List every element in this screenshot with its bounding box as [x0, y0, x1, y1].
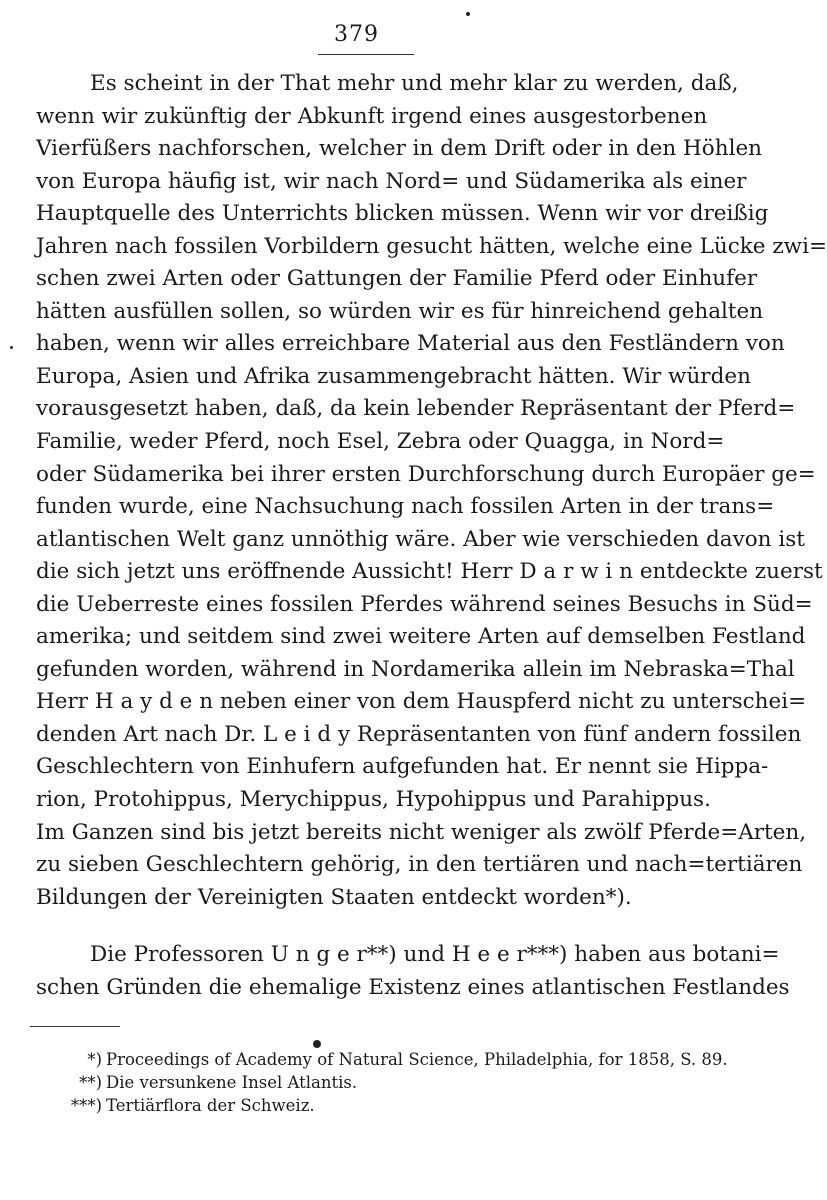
footnote-1 — [40, 1048, 728, 1071]
text-line: denden Art nach Dr. L e i d y Repräsentanten von fünf andern fossilen — [36, 721, 802, 747]
text-line: Bildungen der Vereinigten Staaten entdeckt worden*). — [36, 884, 632, 910]
page-number-rule — [318, 54, 414, 55]
text-line: Europa, Asien und Afrika zusammengebracht hätten. Wir würden — [36, 363, 751, 389]
text-line: die sich jetzt uns eröffnende Aussicht! Herr D a r w i n entdeckte zuerst — [36, 559, 823, 585]
text-line: Familie, weder Pferd, noch Esel, Zebra oder Quagga, in Nord= — [36, 429, 725, 455]
text-line: Die Professoren U n g e r**) und H e e r***) haben aus botani= — [90, 942, 780, 967]
text-line: amerika; und seitdem sind zwei weitere Arten auf demselben Festland — [36, 624, 806, 650]
text-line: schen zwei Arten oder Gattungen der Familie Pferd oder Einhufer — [36, 266, 758, 292]
text-line: Vierfüßers nachforschen, welcher in dem Drift oder in den Höhlen — [36, 136, 763, 162]
page-number: 379 — [334, 22, 379, 47]
text-line: hätten ausfüllen sollen, so würden wir es für hinreichend gehalten — [36, 298, 764, 324]
footnote-marker: ***) — [70, 1096, 102, 1115]
text-line: Geschlechtern von Einhufern aufgefunden hat. Er nennt sie Hippa- — [36, 754, 769, 780]
text-line: von Europa häufig ist, wir nach Nord= und Südamerika als einer — [36, 168, 747, 194]
ink-speck — [313, 1040, 321, 1048]
footnote-3 — [40, 1094, 676, 1117]
text-line: Hauptquelle des Unterrichts blicken müssen. Wenn wir vor dreißig — [36, 201, 769, 227]
text-line: Jahren nach fossilen Vorbildern gesucht hätten, welche eine Lücke zwi= — [36, 233, 827, 259]
ink-speck — [10, 346, 13, 349]
paragraph-1 — [36, 68, 827, 914]
text-line: atlantischen Welt ganz unnöthig wäre. Aber wie verschieden davon ist — [36, 526, 805, 552]
text-line: oder Südamerika bei ihrer ersten Durchforschung durch Europäer ge= — [36, 461, 816, 487]
footnote-text: Die versunkene Insel Atlantis. — [106, 1073, 358, 1092]
text-line: vorausgesetzt haben, daß, da kein lebender Repräsentant der Pferd= — [36, 396, 796, 422]
text-line: schen Gründen die ehemalige Existenz eines atlantischen Festlandes — [36, 974, 790, 1000]
text-line: Es scheint in der That mehr und mehr klar zu werden, daß, — [90, 71, 739, 96]
footnotes — [40, 1048, 728, 1117]
paragraph-2 — [36, 939, 790, 1004]
footnote-marker: *) — [87, 1050, 102, 1069]
text-line: haben, wenn wir alles erreichbare Material aus den Festländern von — [36, 331, 785, 357]
text-line: wenn wir zukünftig der Abkunft irgend eines ausgestorbenen — [36, 103, 708, 129]
text-line: rion, Protohippus, Merychippus, Hypohippus und Parahippus. — [36, 787, 711, 813]
text-line: die Ueberreste eines fossilen Pferdes während seines Besuchs in Süd= — [36, 591, 813, 617]
footnote-text: Proceedings of Academy of Natural Science, Philadelphia, for 1858, S. 89. — [106, 1050, 728, 1069]
footnote-2 — [40, 1071, 676, 1094]
footnote-text: Tertiärflora der Schweiz. — [106, 1096, 315, 1115]
text-line: Im Ganzen sind bis jetzt bereits nicht weniger als zwölf Pferde=Arten, — [36, 819, 807, 845]
text-line: zu sieben Geschlechtern gehörig, in den tertiären und nach=tertiären — [36, 852, 803, 878]
text-line: funden wurde, eine Nachsuchung nach fossilen Arten in der trans= — [36, 494, 775, 520]
footnote-marker: **) — [79, 1073, 102, 1092]
text-line: Herr H a y d e n neben einer von dem Hauspferd nicht zu unterschei= — [36, 689, 807, 715]
footnote-rule — [30, 1026, 120, 1027]
ink-speck — [466, 12, 470, 16]
text-line: gefunden worden, während in Nordamerika allein im Nebraska=Thal — [36, 656, 795, 682]
